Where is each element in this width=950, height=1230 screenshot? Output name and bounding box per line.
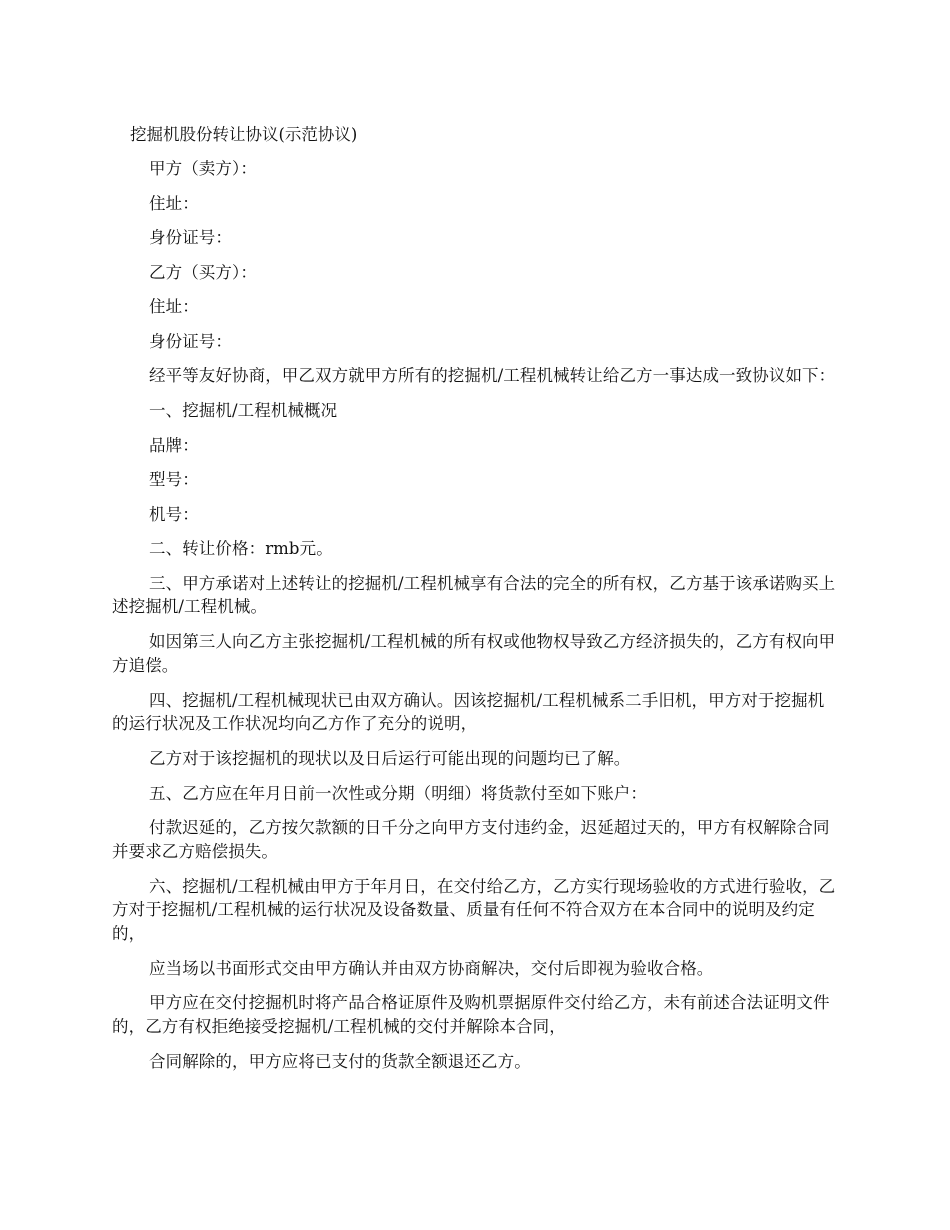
section-6-delivery: 六、挖掘机/工程机械由甲方于年月日，在交付给乙方，乙方实行现场验收的方式进行验收，乙方对于挖掘机/工程机械的运行状况及设备数量、质量有任何不符合双方在本合同中的说明及约定的， [112,876,836,943]
party-a-id-number: 身份证号： [149,228,232,247]
brand-field: 品牌： [149,435,199,455]
refund-clause: 合同解除的，甲方应将已支付的货款全额退还乙方。 [149,1051,531,1071]
section-3-ownership: 三、甲方承诺对上述转让的挖掘机/工程机械享有合法的完全的所有权，乙方基于该承诺购买上述挖掘机/工程机械。 [112,573,836,616]
party-b-id-number: 身份证号： [149,331,232,351]
condition-acknowledged: 乙方对于该挖掘机的现状以及日后运行可能出现的问题均已了解。 [149,749,631,768]
section-1-heading: 一、挖掘机/工程机械概况 [149,401,338,420]
party-b-address: 住址： [149,297,199,316]
party-b-label: 乙方（买方）： [149,262,257,282]
document-title: 挖掘机股份转让协议(示范协议) [130,125,358,144]
agreement-intro: 经平等友好协商，甲乙双方就甲方所有的挖掘机/工程机械转让给乙方一事达成一致协议如下： [149,366,836,385]
party-a-address: 住址： [149,193,199,213]
model-field: 型号： [149,470,199,489]
on-site-confirmation: 应当场以书面形式交由甲方确认并由双方协商解决，交付后即视为验收合格。 [149,958,714,978]
section-4-condition: 四、挖掘机/工程机械现状已由双方确认。因该挖掘机/工程机械系二手旧机，甲方对于挖掘机的运行状况及工作状况均向乙方作了充分的说明， [112,690,825,733]
section-2-price: 二、转让价格：rmb元。 [149,539,333,558]
section-5-payment: 五、乙方应在年月日前一次性或分期（明细）将货款付至如下账户： [149,783,647,803]
party-a-label: 甲方（卖方）： [149,159,257,178]
machine-number-field: 机号： [149,504,199,524]
certificate-delivery: 甲方应在交付挖掘机时将产品合格证原件及购机票据原件交付给乙方，未有前述合法证明文件的，乙方有权拒绝接受挖掘机/工程机械的交付并解除本合同， [112,993,830,1036]
third-party-claim: 如因第三人向乙方主张挖掘机/工程机械的所有权或他物权导致乙方经济损失的，乙方有权向甲方追偿。 [112,632,836,675]
late-payment-penalty: 付款迟延的，乙方按欠款额的日千分之向甲方支付违约金，迟延超过天的，甲方有权解除合同并要求乙方赔偿损失。 [112,818,830,861]
